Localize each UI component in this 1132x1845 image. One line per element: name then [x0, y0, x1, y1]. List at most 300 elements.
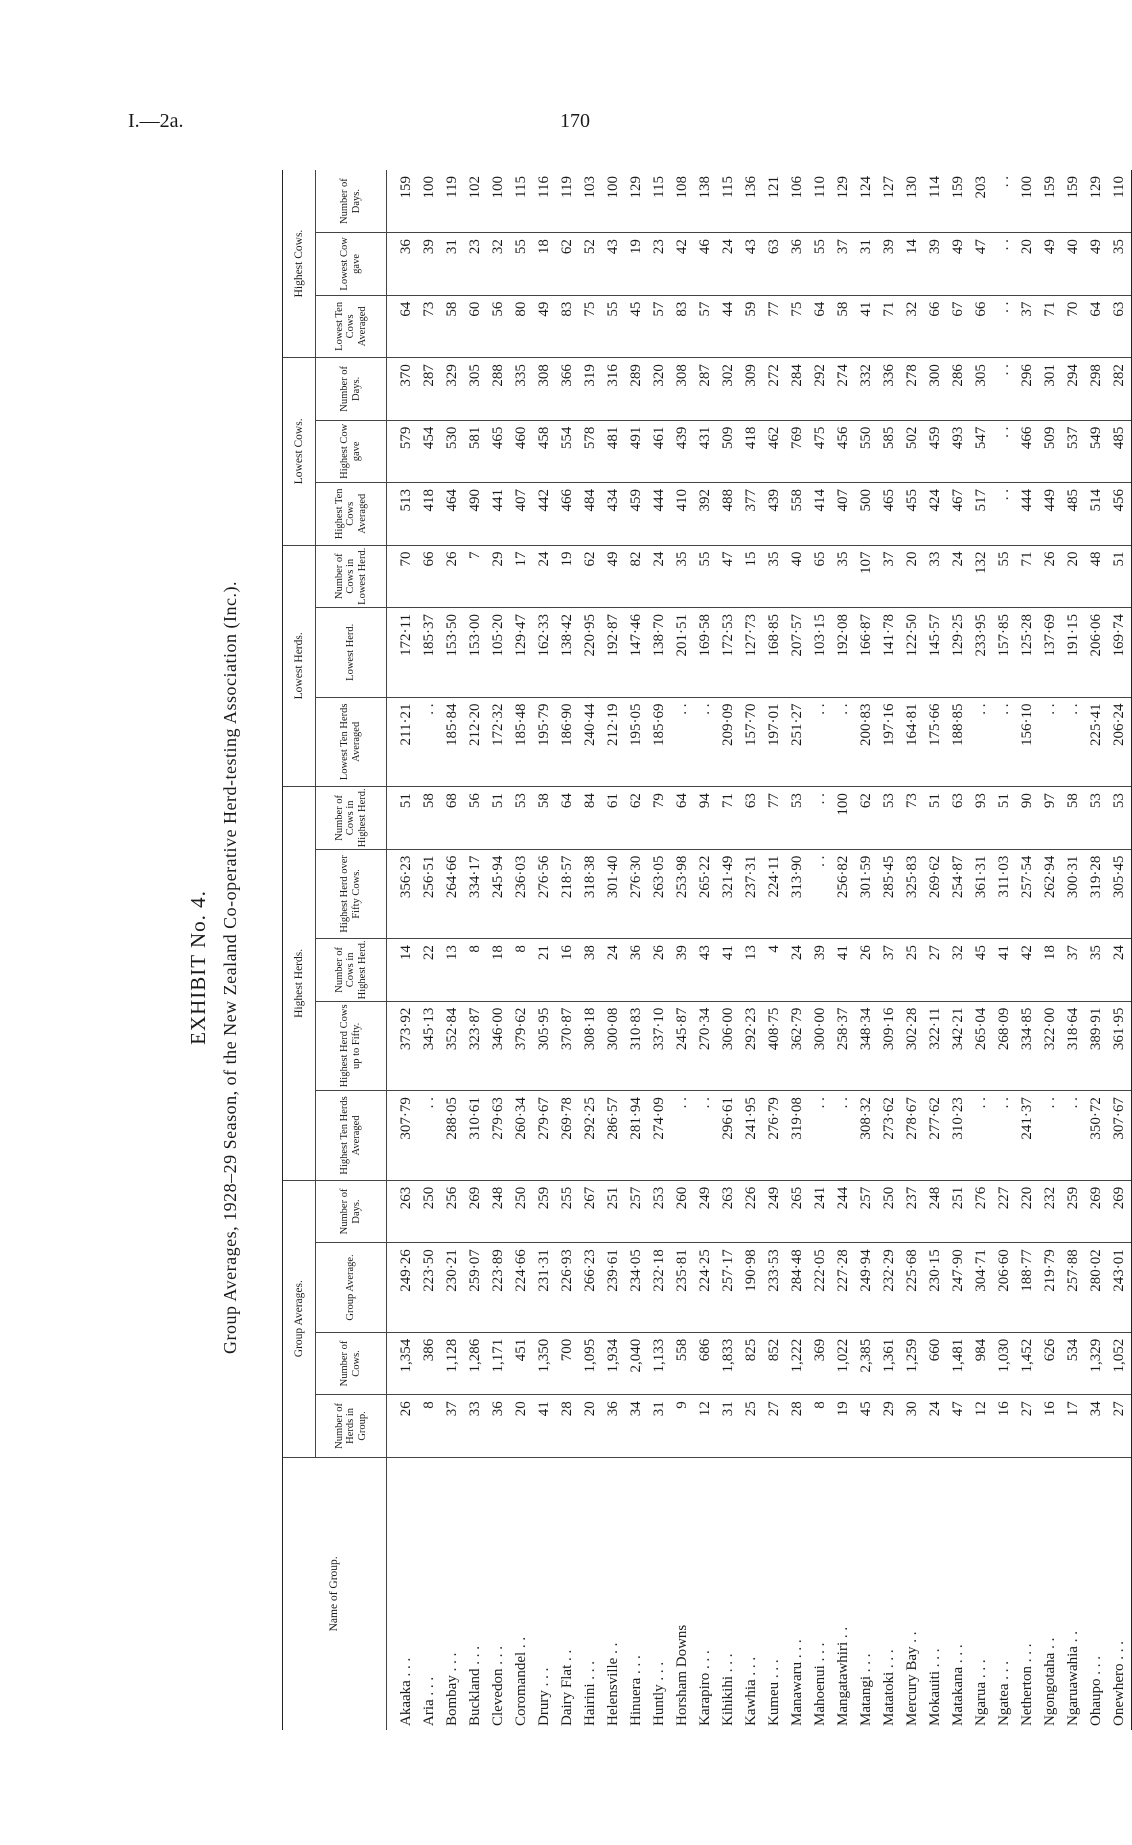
group-name-cell: Manawaru . . .	[789, 1639, 805, 1726]
value-cell: 255	[556, 1180, 579, 1242]
value-cell: 514	[1085, 483, 1108, 545]
value-cell: 36	[786, 233, 809, 295]
table-row	[947, 170, 970, 1730]
value-cell: 63	[763, 233, 786, 295]
group-header-lowest-cows: Lowest Cows.	[283, 358, 316, 545]
value-cell: 36	[487, 1395, 510, 1457]
value-cell: 277·62	[924, 1091, 947, 1181]
value-cell: 169·74	[1108, 607, 1132, 697]
value-cell: 36	[625, 939, 648, 1001]
table-row	[387, 170, 419, 1730]
value-cell: 259·07	[464, 1243, 487, 1333]
value-cell: . .	[970, 1091, 993, 1181]
value-cell: 218·57	[556, 849, 579, 939]
group-header-lowest-herds: Lowest Herds.	[283, 545, 316, 787]
value-cell: 119	[441, 170, 464, 233]
value-cell: 24	[717, 233, 740, 295]
value-cell: 23	[464, 233, 487, 295]
value-cell: 466	[556, 483, 579, 545]
value-cell: 493	[947, 420, 970, 482]
value-cell: . .	[993, 420, 1016, 482]
value-cell: 1,095	[579, 1332, 602, 1394]
value-cell: 1,329	[1085, 1332, 1108, 1394]
group-name-cell: Mahoenui . . .	[812, 1642, 828, 1726]
value-cell: 319·08	[786, 1091, 809, 1181]
value-cell: 58	[418, 787, 441, 850]
value-cell: 59	[740, 295, 763, 357]
value-cell: 19	[625, 233, 648, 295]
rotated-table-area	[170, 175, 1127, 1760]
value-cell: 224·66	[510, 1243, 533, 1333]
value-cell: 267	[579, 1180, 602, 1242]
value-cell: 305·45	[1108, 849, 1132, 939]
value-cell: 100	[1016, 170, 1039, 233]
value-cell: 305	[464, 358, 487, 420]
value-cell: 318·38	[579, 849, 602, 939]
value-cell: 195·05	[625, 697, 648, 787]
value-cell: 579	[387, 420, 419, 482]
value-cell: . .	[1039, 697, 1062, 787]
value-cell: 58	[533, 787, 556, 850]
value-cell: 366	[556, 358, 579, 420]
value-cell: 79	[648, 787, 671, 850]
value-cell: 68	[441, 787, 464, 850]
value-cell: 52	[579, 233, 602, 295]
value-cell: 13	[441, 939, 464, 1001]
column-header: Number of Cows in Lowest Herd.	[316, 545, 387, 607]
value-cell: 418	[418, 483, 441, 545]
group-name-cell: Netherton . . .	[1019, 1643, 1035, 1726]
value-cell: 12	[970, 1395, 993, 1457]
value-cell: 220·95	[579, 607, 602, 697]
value-cell: 39	[809, 939, 832, 1001]
value-cell: . .	[993, 697, 1016, 787]
table-row	[694, 170, 717, 1730]
name-column-header: Name of Group.	[283, 1457, 387, 1730]
value-cell: 257·17	[717, 1243, 740, 1333]
value-cell: 39	[924, 233, 947, 295]
value-cell: 309·16	[878, 1001, 901, 1091]
value-cell: 302·28	[901, 1001, 924, 1091]
value-cell: . .	[809, 849, 832, 939]
value-cell: 475	[809, 420, 832, 482]
value-cell: 270·34	[694, 1001, 717, 1091]
value-cell: 20	[1062, 545, 1085, 607]
value-cell: 35	[763, 545, 786, 607]
value-cell: 308	[533, 358, 556, 420]
value-cell: 309	[740, 358, 763, 420]
page-number: 170	[560, 110, 590, 132]
value-cell: 7	[464, 545, 487, 607]
value-cell: 106	[786, 170, 809, 233]
value-cell: 18	[1039, 939, 1062, 1001]
value-cell: 172·32	[487, 697, 510, 787]
value-cell: 73	[901, 787, 924, 850]
value-cell: 263·05	[648, 849, 671, 939]
value-cell: 25	[901, 939, 924, 1001]
group-header-highest-herds: Highest Herds.	[283, 787, 316, 1181]
value-cell: 984	[970, 1332, 993, 1394]
value-cell: 239·61	[602, 1243, 625, 1333]
value-cell: 308	[671, 358, 694, 420]
group-name-cell: Drury . . .	[536, 1667, 552, 1726]
value-cell: 26	[648, 939, 671, 1001]
value-cell: 319	[579, 358, 602, 420]
value-cell: 265·04	[970, 1001, 993, 1091]
table-row	[464, 170, 487, 1730]
table-subtitle: Group Averages, 1928–29 Season, of the New Zealand Co-operative Herd-testing Association (Inc.).	[220, 581, 240, 1354]
value-cell: 37	[832, 233, 855, 295]
table-row	[1062, 170, 1085, 1730]
value-cell: 369	[809, 1332, 832, 1394]
value-cell: 370	[387, 358, 419, 420]
value-cell: 226	[740, 1180, 763, 1242]
value-cell: 18	[487, 939, 510, 1001]
value-cell: 129	[832, 170, 855, 233]
value-cell: 84	[579, 787, 602, 850]
value-cell: 323·87	[464, 1001, 487, 1091]
value-cell: 127·73	[740, 607, 763, 697]
value-cell: 269	[1108, 1180, 1132, 1242]
group-name-cell: Huntly . . .	[651, 1661, 667, 1726]
value-cell: 431	[694, 420, 717, 482]
value-cell: 40	[786, 545, 809, 607]
value-cell: 73	[418, 295, 441, 357]
value-cell: 37	[441, 1395, 464, 1457]
value-cell: 57	[694, 295, 717, 357]
value-cell: 32	[901, 295, 924, 357]
value-cell: 243·01	[1108, 1243, 1132, 1333]
value-cell: 301·40	[602, 849, 625, 939]
group-name-cell: Helensville . .	[605, 1642, 621, 1726]
value-cell: 63	[947, 787, 970, 850]
value-cell: 294	[1062, 358, 1085, 420]
value-cell: 319·28	[1085, 849, 1108, 939]
value-cell: 292	[809, 358, 832, 420]
value-cell: 55	[993, 545, 1016, 607]
value-cell: 377	[740, 483, 763, 545]
table-row	[441, 170, 464, 1730]
table-row	[648, 170, 671, 1730]
value-cell: 230·21	[441, 1243, 464, 1333]
value-cell: 33	[464, 1395, 487, 1457]
value-cell: 318·64	[1062, 1001, 1085, 1091]
value-cell: 232·29	[878, 1243, 901, 1333]
value-cell: 311·03	[993, 849, 1016, 939]
value-cell: 418	[740, 420, 763, 482]
value-cell: 466	[1016, 420, 1039, 482]
value-cell: 223·50	[418, 1243, 441, 1333]
value-cell: 284·48	[786, 1243, 809, 1333]
value-cell: 35	[1085, 939, 1108, 1001]
value-cell: 362·79	[786, 1001, 809, 1091]
group-name-cell: Coromandel . .	[513, 1636, 529, 1726]
value-cell: 253	[648, 1180, 671, 1242]
value-cell: 53	[510, 787, 533, 850]
value-cell: 108	[671, 170, 694, 233]
value-cell: 414	[809, 483, 832, 545]
value-cell: 361·31	[970, 849, 993, 939]
value-cell: 166·87	[855, 607, 878, 697]
value-cell: . .	[418, 1091, 441, 1181]
value-cell: 42	[671, 233, 694, 295]
value-cell: 41	[717, 939, 740, 1001]
value-cell: 260·34	[510, 1091, 533, 1181]
value-cell: 266·23	[579, 1243, 602, 1333]
value-cell: 308·32	[855, 1091, 878, 1181]
group-name-cell: Clevedon . . .	[490, 1646, 506, 1726]
value-cell: 485	[1062, 483, 1085, 545]
value-cell: 550	[855, 420, 878, 482]
value-cell: 268·09	[993, 1001, 1016, 1091]
value-cell: 51	[1108, 545, 1132, 607]
value-cell: 249	[763, 1180, 786, 1242]
value-cell: 53	[1085, 787, 1108, 850]
value-cell: 265	[786, 1180, 809, 1242]
value-cell: 288·05	[441, 1091, 464, 1181]
value-cell: 56	[464, 787, 487, 850]
value-cell: 83	[556, 295, 579, 357]
value-cell: 459	[924, 420, 947, 482]
value-cell: 37	[878, 939, 901, 1001]
value-cell: . .	[1039, 1091, 1062, 1181]
value-cell: 1,481	[947, 1332, 970, 1394]
value-cell: 116	[533, 170, 556, 233]
column-header: Lowest Herd.	[316, 607, 387, 697]
value-cell: 310·83	[625, 1001, 648, 1091]
value-cell: 71	[1039, 295, 1062, 357]
exhibit-title: EXHIBIT No. 4.	[186, 890, 210, 1045]
value-cell: 1,452	[1016, 1332, 1039, 1394]
value-cell: 350·72	[1085, 1091, 1108, 1181]
value-cell: 262·94	[1039, 849, 1062, 939]
value-cell: 284	[786, 358, 809, 420]
group-header-group-averages: Group Averages.	[283, 1180, 316, 1457]
value-cell: 307·79	[387, 1091, 419, 1181]
value-cell: 232·18	[648, 1243, 671, 1333]
value-cell: 20	[1016, 233, 1039, 295]
value-cell: 1,361	[878, 1332, 901, 1394]
value-cell: 263	[387, 1180, 419, 1242]
value-cell: 1,128	[441, 1332, 464, 1394]
group-name-cell: Buckland . . .	[467, 1646, 483, 1726]
value-cell: 47	[717, 545, 740, 607]
value-cell: 209·09	[717, 697, 740, 787]
value-cell: 82	[625, 545, 648, 607]
table-row	[418, 170, 441, 1730]
value-cell: 62	[855, 787, 878, 850]
group-name-cell: Mercury Bay . .	[904, 1631, 920, 1726]
value-cell: 269	[1085, 1180, 1108, 1242]
value-cell: 439	[671, 420, 694, 482]
value-cell: 241·37	[1016, 1091, 1039, 1181]
value-cell: 136	[740, 170, 763, 233]
value-cell: 334·85	[1016, 1001, 1039, 1091]
group-name-cell: Kawhia . . .	[743, 1656, 759, 1726]
value-cell: 172·53	[717, 607, 740, 697]
value-cell: 321·49	[717, 849, 740, 939]
value-cell: 37	[1062, 939, 1085, 1001]
column-header: Number of Cows.	[316, 1332, 387, 1394]
value-cell: 1,934	[602, 1332, 625, 1394]
value-cell: 660	[924, 1332, 947, 1394]
value-cell: 26	[387, 1395, 419, 1457]
value-cell: 686	[694, 1332, 717, 1394]
group-averages-table	[282, 170, 1132, 1730]
value-cell: 125·28	[1016, 607, 1039, 697]
group-name-cell: Akaaka . . .	[398, 1657, 414, 1726]
value-cell: 451	[510, 1332, 533, 1394]
value-cell: 1,354	[387, 1332, 419, 1394]
page-reference: I.—2a.	[128, 110, 184, 132]
table-row	[533, 170, 556, 1730]
value-cell: 257·54	[1016, 849, 1039, 939]
value-cell: 348·34	[855, 1001, 878, 1091]
value-cell: 537	[1062, 420, 1085, 482]
value-cell: 41	[533, 1395, 556, 1457]
value-cell: 296	[1016, 358, 1039, 420]
value-cell: 51	[924, 787, 947, 850]
value-cell: 626	[1039, 1332, 1062, 1394]
value-cell: 484	[579, 483, 602, 545]
value-cell: 240·44	[579, 697, 602, 787]
value-cell: 456	[832, 420, 855, 482]
value-cell: 16	[993, 1395, 1016, 1457]
value-cell: 316	[602, 358, 625, 420]
value-cell: 263	[717, 1180, 740, 1242]
value-cell: 195·79	[533, 697, 556, 787]
value-cell: 129·47	[510, 607, 533, 697]
value-cell: 138	[694, 170, 717, 233]
value-cell: . .	[809, 787, 832, 850]
value-cell: 434	[602, 483, 625, 545]
value-cell: 234·05	[625, 1243, 648, 1333]
value-cell: 61	[602, 787, 625, 850]
value-cell: 281·94	[625, 1091, 648, 1181]
value-cell: 502	[901, 420, 924, 482]
table-row	[1085, 170, 1108, 1730]
value-cell: 300	[924, 358, 947, 420]
column-header: Number of Cows in Highest Herd.	[316, 787, 387, 850]
value-cell: 64	[809, 295, 832, 357]
value-cell: 257·88	[1062, 1243, 1085, 1333]
value-cell: 162·33	[533, 607, 556, 697]
group-name-cell: Hinuera . . .	[628, 1655, 644, 1726]
value-cell: 408·75	[763, 1001, 786, 1091]
value-cell: 257	[625, 1180, 648, 1242]
value-cell: 55	[602, 295, 625, 357]
column-header: Number of Cows in Highest Herd.	[316, 939, 387, 1001]
value-cell: 1,259	[901, 1332, 924, 1394]
value-cell: 509	[1039, 420, 1062, 482]
value-cell: 352·84	[441, 1001, 464, 1091]
value-cell: 64	[1085, 295, 1108, 357]
value-cell: 280·02	[1085, 1243, 1108, 1333]
value-cell: 23	[648, 233, 671, 295]
value-cell: 93	[970, 787, 993, 850]
value-cell: 585	[878, 420, 901, 482]
value-cell: 44	[717, 295, 740, 357]
value-cell: 320	[648, 358, 671, 420]
value-cell: 26	[441, 545, 464, 607]
value-cell: 578	[579, 420, 602, 482]
value-cell: 24	[648, 545, 671, 607]
table-row	[855, 170, 878, 1730]
value-cell: 769	[786, 420, 809, 482]
value-cell: 35	[1108, 233, 1132, 295]
value-cell: . .	[993, 1091, 1016, 1181]
value-cell: . .	[993, 358, 1016, 420]
value-cell: 62	[579, 545, 602, 607]
value-cell: 223·89	[487, 1243, 510, 1333]
value-cell: 356·23	[387, 849, 419, 939]
value-cell: 156·10	[1016, 697, 1039, 787]
column-header: Highest Herd Cows up to Fifty.	[316, 1001, 387, 1091]
column-header: Number of Days.	[316, 1180, 387, 1242]
value-cell: 230·15	[924, 1243, 947, 1333]
column-header: Group Average.	[316, 1243, 387, 1333]
value-cell: 9	[671, 1395, 694, 1457]
table-row	[1039, 170, 1062, 1730]
value-cell: 226·93	[556, 1243, 579, 1333]
value-cell: 256·51	[418, 849, 441, 939]
value-cell: 517	[970, 483, 993, 545]
value-cell: 129·25	[947, 607, 970, 697]
value-cell: 461	[648, 420, 671, 482]
value-cell: 39	[878, 233, 901, 295]
value-cell: 332	[855, 358, 878, 420]
table-row	[740, 170, 763, 1730]
value-cell: 55	[510, 233, 533, 295]
value-cell: 298	[1085, 358, 1108, 420]
value-cell: 231·31	[533, 1243, 556, 1333]
value-cell: 300·00	[809, 1001, 832, 1091]
value-cell: 32	[487, 233, 510, 295]
value-cell: 201·51	[671, 607, 694, 697]
value-cell: 41	[855, 295, 878, 357]
value-cell: 185·69	[648, 697, 671, 787]
table-row	[487, 170, 510, 1730]
value-cell: 47	[947, 1395, 970, 1457]
value-cell: 157·70	[740, 697, 763, 787]
value-cell: 335	[510, 358, 533, 420]
value-cell: 137·69	[1039, 607, 1062, 697]
value-cell: 124	[855, 170, 878, 233]
value-cell: 49	[602, 545, 625, 607]
value-cell: 465	[487, 420, 510, 482]
column-header: Lowest Ten Herds Averaged	[316, 697, 387, 787]
value-cell: 346·00	[487, 1001, 510, 1091]
value-cell: 185·84	[441, 697, 464, 787]
table-row	[763, 170, 786, 1730]
value-cell: 439	[763, 483, 786, 545]
value-cell: 77	[763, 787, 786, 850]
table-row	[1108, 170, 1132, 1730]
column-header: Highest Ten Cows Averaged	[316, 483, 387, 545]
value-cell: 259	[1062, 1180, 1085, 1242]
value-cell: 247·90	[947, 1243, 970, 1333]
value-cell: 45	[855, 1395, 878, 1457]
value-cell: 2,385	[855, 1332, 878, 1394]
value-cell: 251	[602, 1180, 625, 1242]
value-cell: 265·22	[694, 849, 717, 939]
value-cell: 31	[855, 233, 878, 295]
value-cell: 465	[878, 483, 901, 545]
value-cell: 17	[510, 545, 533, 607]
value-cell: 279·63	[487, 1091, 510, 1181]
value-cell: 219·79	[1039, 1243, 1062, 1333]
value-cell: 53	[786, 787, 809, 850]
